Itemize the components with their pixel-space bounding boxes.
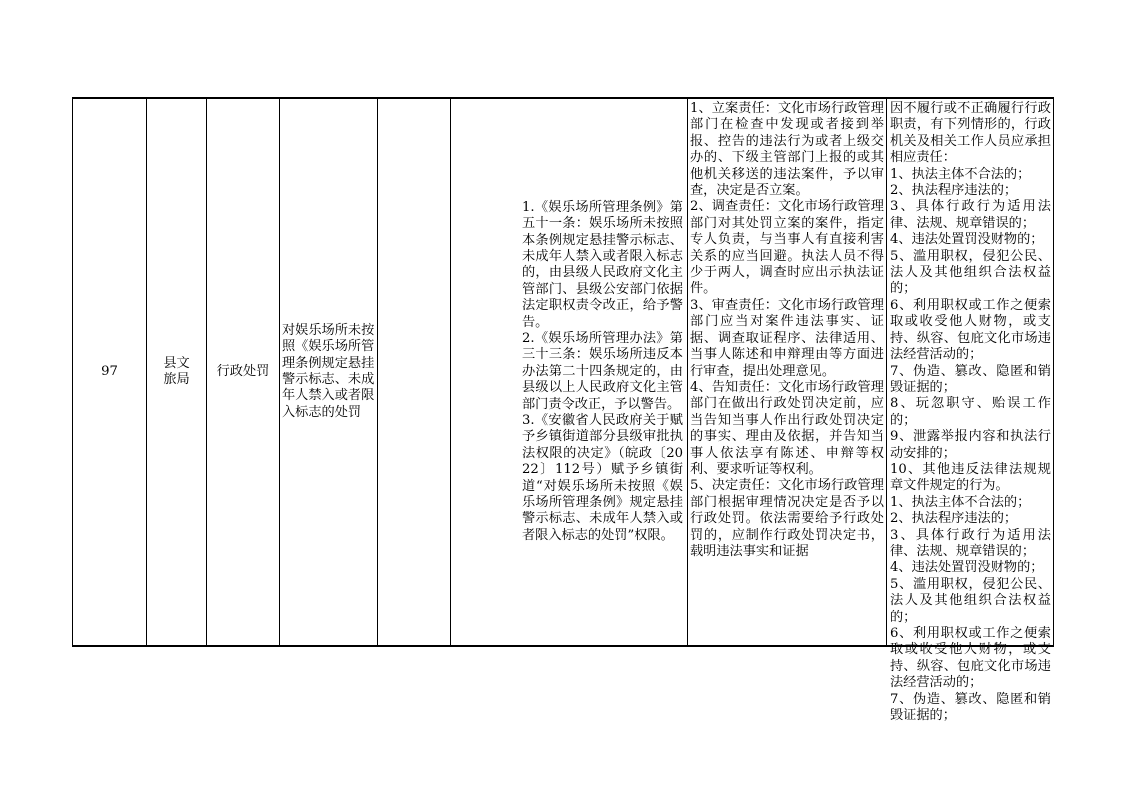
- basis-cell: [450, 97, 687, 647]
- seq-number: 97: [101, 363, 118, 379]
- power-type: 行政处罚: [216, 363, 270, 379]
- department-cell: [146, 97, 206, 647]
- responsibility-cell: [687, 97, 886, 647]
- sub-item-cell: [377, 97, 450, 647]
- item-name: 对娱乐场所未按照《娱乐场所管理条例规定悬挂警示标志、未成年人禁入或者限入标志的处罚: [282, 322, 375, 420]
- legal-basis: 1.《娱乐场所管理条例》第五十一条：娱乐场所未按照本条例规定悬挂警示标志、未成年人禁入或者限入标志的，由县级人民政府文化主管部门、县级公安部门依据法定职权责令改正，给予警告。 2.《娱乐场所管理办法》第三十三条：娱乐场所违反本办法第二十四条规定的，由县级以上人民政府文化主管部门责令改正，予以警告。 3.《安徽省人民政府关于赋予乡镇街道部分县级审批执法权限的决定》（皖政〔2022〕112号）赋予乡镇街道“对娱乐场所未按照《娱乐场所管理条例》规定悬挂警示标志、未成年人禁入或者限入标志的处罚”权限。: [522, 199, 683, 543]
- seq-cell: [72, 97, 146, 647]
- power-type-cell: [206, 97, 279, 647]
- item-name-cell: [279, 97, 377, 647]
- table-row: [72, 97, 1052, 724]
- department-name: 县文旅局: [163, 355, 190, 387]
- accountability-text: 因不履行或不正确履行行政职责，有下列情形的，行政机关及相关工作人员应承担相应责任： 1、执法主体不合法的； 2、执法程序违法的； 3、具体行政行为适用法律、法规、规章错误的； 4、违法处置罚没财物的； 5、滥用职权，侵犯公民、法人及其他组织合法权益的； 6、利用职权或工作之便索取或收受他人财物，或支持、纵容、包庇文化市场违法经营活动的； 7、伪造、篡改、隐匿和销毁证据的； 8、玩忽职守、贻误工作的； 9、泄露举报内容和执法行动安排的； 10、其他违反法律法规规章文件规定的行为。 1、执法主体不合法的； 2、执法程序违法的； 3、具体行政行为适用法律、法规、规章错误的； 4、违法处置罚没财物的； 5、滥用职权，侵犯公民、法人及其他组织合法权益的； 6、利用职权或工作之便索取或收受他人财物，或支持、纵容、包庇文化市场违法经营活动的； 7、伪造、篡改、隐匿和销毁证据的；: [890, 101, 1051, 724]
- accountability-cell: [886, 97, 1054, 724]
- responsibility-text: 1、立案责任：文化市场行政管理部门在检查中发现或者接到举报、控告的违法行为或者上级交办的、下级主管部门上报的或其他机关移送的违法案件，予以审查，决定是否立案。 2、调查责任：文化市场行政管理部门对其处罚立案的案件，指定专人负责，与当事人有直接利害关系的应当回避。执法人员不得少于两人，调查时应出示执法证件。 3、审查责任：文化市场行政管理部门应当对案件违法事实、证据、调查取证程序、法律适用、当事人陈述和申辩理由等方面进行审查，提出处理意见。 4、告知责任：文化市场行政管理部门在做出行政处罚决定前，应当告知当事人作出行政处罚决定的事实、理由及依据，并告知当事人依法享有陈述、申辩等权利、要求听证等权利。 5、决定责任：文化市场行政管理部门根据审理情况决定是否予以行政处罚。依法需要给予行政处罚的，应制作行政处罚决定书，载明违法事实和证据: [690, 101, 884, 559]
